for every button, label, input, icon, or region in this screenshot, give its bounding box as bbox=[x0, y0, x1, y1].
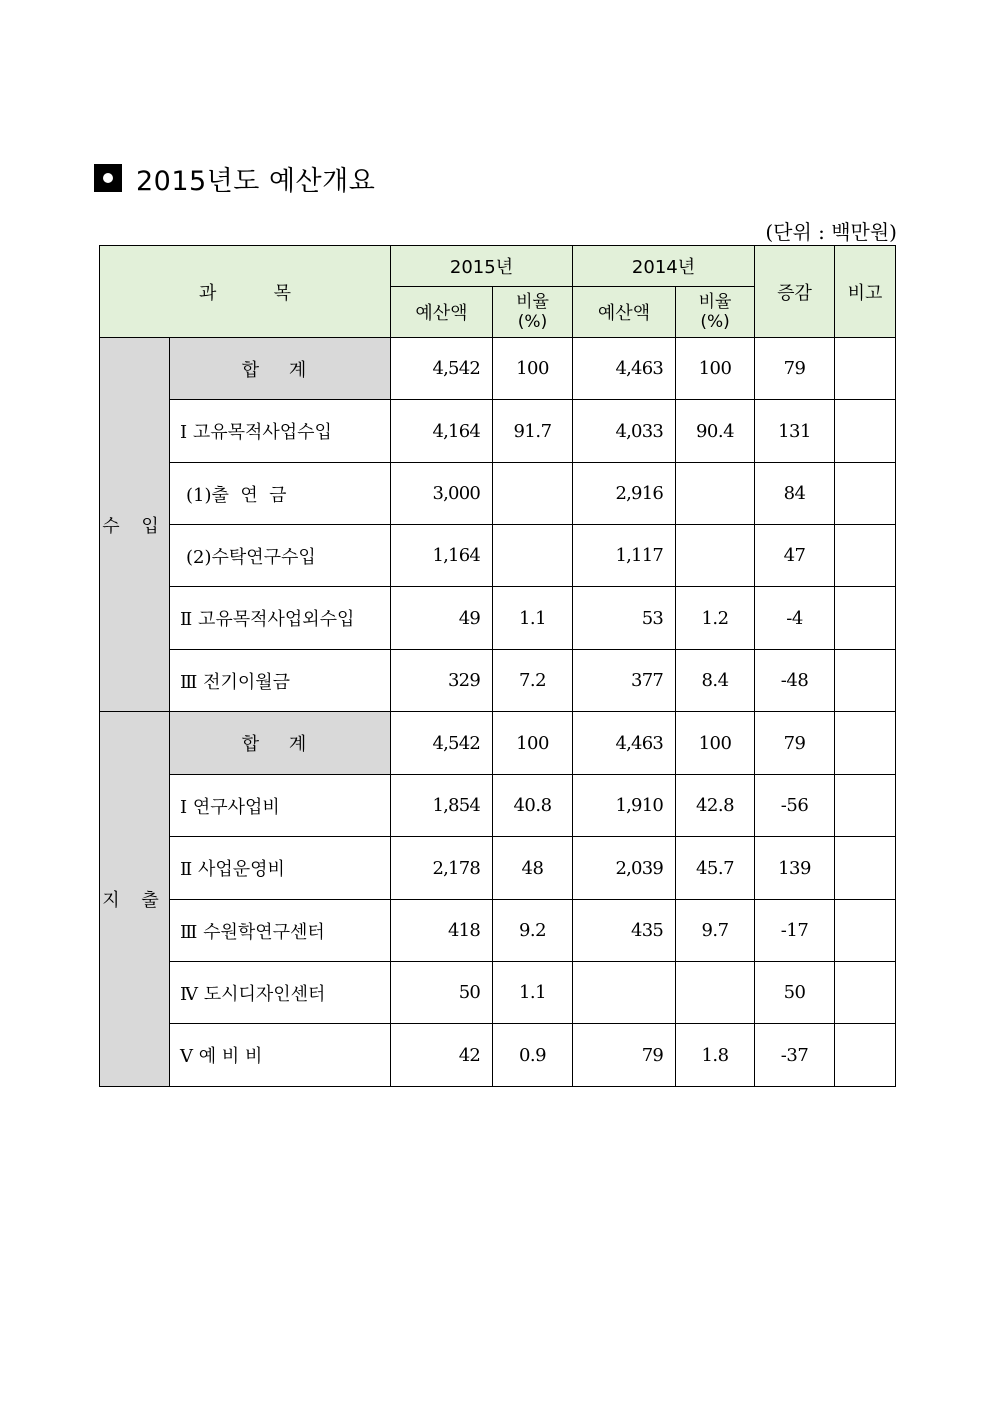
section-title bbox=[94, 160, 375, 196]
ratio-2015: 48 bbox=[493, 837, 573, 900]
budget-2014: 4,033 bbox=[573, 400, 676, 463]
header-change: 증감 bbox=[755, 246, 835, 338]
table-row bbox=[100, 463, 896, 525]
row-label: (2)수탁연구수입 bbox=[170, 525, 391, 587]
header-year-2015: 2015년 bbox=[391, 246, 573, 287]
change-value: 79 bbox=[755, 338, 835, 400]
ratio-2014: 45.7 bbox=[676, 837, 755, 900]
ratio-2015 bbox=[493, 463, 573, 525]
note-cell bbox=[835, 837, 896, 900]
table-row bbox=[100, 962, 896, 1024]
budget-2014: 2,039 bbox=[573, 837, 676, 900]
row-label: (1)출 연 금 bbox=[170, 463, 391, 525]
note-cell bbox=[835, 587, 896, 650]
budget-2014: 435 bbox=[573, 900, 676, 962]
row-label: Ⅱ 사업운영비 bbox=[170, 837, 391, 900]
header-ratio-2014: 비율 (%) bbox=[676, 287, 755, 338]
header-subject: 과 목 bbox=[100, 246, 391, 338]
row-label: Ⅰ 연구사업비 bbox=[170, 775, 391, 837]
table-row bbox=[100, 650, 896, 712]
table-row bbox=[100, 775, 896, 837]
header-note: 비고 bbox=[835, 246, 896, 338]
table-row bbox=[100, 400, 896, 463]
note-cell bbox=[835, 962, 896, 1024]
table-row bbox=[100, 338, 896, 400]
group-income: 수 입 bbox=[100, 338, 170, 712]
row-label: 합 계 bbox=[170, 338, 391, 400]
budget-2015: 3,000 bbox=[391, 463, 493, 525]
budget-2014: 377 bbox=[573, 650, 676, 712]
budget-2015: 329 bbox=[391, 650, 493, 712]
group-expense: 지 출 bbox=[100, 712, 170, 1087]
budget-2014 bbox=[573, 962, 676, 1024]
bullet-icon bbox=[94, 164, 122, 192]
row-label: Ⅱ 고유목적사업외수입 bbox=[170, 587, 391, 650]
change-value: 50 bbox=[755, 962, 835, 1024]
change-value: 47 bbox=[755, 525, 835, 587]
ratio-2014: 100 bbox=[676, 712, 755, 775]
budget-2014: 4,463 bbox=[573, 338, 676, 400]
change-value: -4 bbox=[755, 587, 835, 650]
header-budget-2014: 예산액 bbox=[573, 287, 676, 338]
budget-2015: 4,542 bbox=[391, 338, 493, 400]
note-cell bbox=[835, 525, 896, 587]
header-ratio-2015: 비율 (%) bbox=[493, 287, 573, 338]
change-value: 139 bbox=[755, 837, 835, 900]
ratio-2014: 1.2 bbox=[676, 587, 755, 650]
budget-2015: 418 bbox=[391, 900, 493, 962]
table-row bbox=[100, 1024, 896, 1087]
budget-2015: 4,164 bbox=[391, 400, 493, 463]
budget-2015: 50 bbox=[391, 962, 493, 1024]
ratio-2015 bbox=[493, 525, 573, 587]
ratio-2015: 1.1 bbox=[493, 587, 573, 650]
budget-2015: 1,854 bbox=[391, 775, 493, 837]
ratio-2014: 8.4 bbox=[676, 650, 755, 712]
ratio-2014: 100 bbox=[676, 338, 755, 400]
budget-2015: 2,178 bbox=[391, 837, 493, 900]
table-row bbox=[100, 587, 896, 650]
ratio-2015: 91.7 bbox=[493, 400, 573, 463]
ratio-2014 bbox=[676, 525, 755, 587]
row-label: Ⅴ 예 비 비 bbox=[170, 1024, 391, 1087]
unit-note: (단위 : 백만원) bbox=[765, 220, 897, 244]
ratio-2015: 100 bbox=[493, 712, 573, 775]
table-row bbox=[100, 712, 896, 775]
budget-table bbox=[99, 245, 896, 1087]
ratio-2014: 1.8 bbox=[676, 1024, 755, 1087]
ratio-2015: 9.2 bbox=[493, 900, 573, 962]
table-row bbox=[100, 525, 896, 587]
change-value: -37 bbox=[755, 1024, 835, 1087]
budget-2014: 4,463 bbox=[573, 712, 676, 775]
row-label: 합 계 bbox=[170, 712, 391, 775]
ratio-2014 bbox=[676, 962, 755, 1024]
budget-2014: 79 bbox=[573, 1024, 676, 1087]
ratio-2015: 0.9 bbox=[493, 1024, 573, 1087]
header-budget-2015: 예산액 bbox=[391, 287, 493, 338]
budget-2014: 1,910 bbox=[573, 775, 676, 837]
note-cell bbox=[835, 1024, 896, 1087]
note-cell bbox=[835, 463, 896, 525]
note-cell bbox=[835, 650, 896, 712]
ratio-2014 bbox=[676, 463, 755, 525]
change-value: -48 bbox=[755, 650, 835, 712]
row-label: Ⅳ 도시디자인센터 bbox=[170, 962, 391, 1024]
row-label: Ⅰ 고유목적사업수입 bbox=[170, 400, 391, 463]
change-value: 79 bbox=[755, 712, 835, 775]
budget-2015: 49 bbox=[391, 587, 493, 650]
budget-2015: 42 bbox=[391, 1024, 493, 1087]
ratio-2015: 7.2 bbox=[493, 650, 573, 712]
budget-2014: 2,916 bbox=[573, 463, 676, 525]
note-cell bbox=[835, 900, 896, 962]
note-cell bbox=[835, 712, 896, 775]
note-cell bbox=[835, 775, 896, 837]
table-row bbox=[100, 837, 896, 900]
ratio-2014: 42.8 bbox=[676, 775, 755, 837]
note-cell bbox=[835, 400, 896, 463]
ratio-2015: 100 bbox=[493, 338, 573, 400]
change-value: -56 bbox=[755, 775, 835, 837]
ratio-2015: 40.8 bbox=[493, 775, 573, 837]
table-row bbox=[100, 900, 896, 962]
note-cell bbox=[835, 338, 896, 400]
change-value: 131 bbox=[755, 400, 835, 463]
change-value: -17 bbox=[755, 900, 835, 962]
header-year-2014: 2014년 bbox=[573, 246, 755, 287]
page-title: 2015년도 예산개요 bbox=[136, 165, 376, 197]
row-label: Ⅲ 전기이월금 bbox=[170, 650, 391, 712]
ratio-2014: 9.7 bbox=[676, 900, 755, 962]
budget-2015: 1,164 bbox=[391, 525, 493, 587]
ratio-2015: 1.1 bbox=[493, 962, 573, 1024]
budget-2014: 1,117 bbox=[573, 525, 676, 587]
ratio-2014: 90.4 bbox=[676, 400, 755, 463]
row-label: Ⅲ 수원학연구센터 bbox=[170, 900, 391, 962]
change-value: 84 bbox=[755, 463, 835, 525]
budget-2015: 4,542 bbox=[391, 712, 493, 775]
budget-2014: 53 bbox=[573, 587, 676, 650]
